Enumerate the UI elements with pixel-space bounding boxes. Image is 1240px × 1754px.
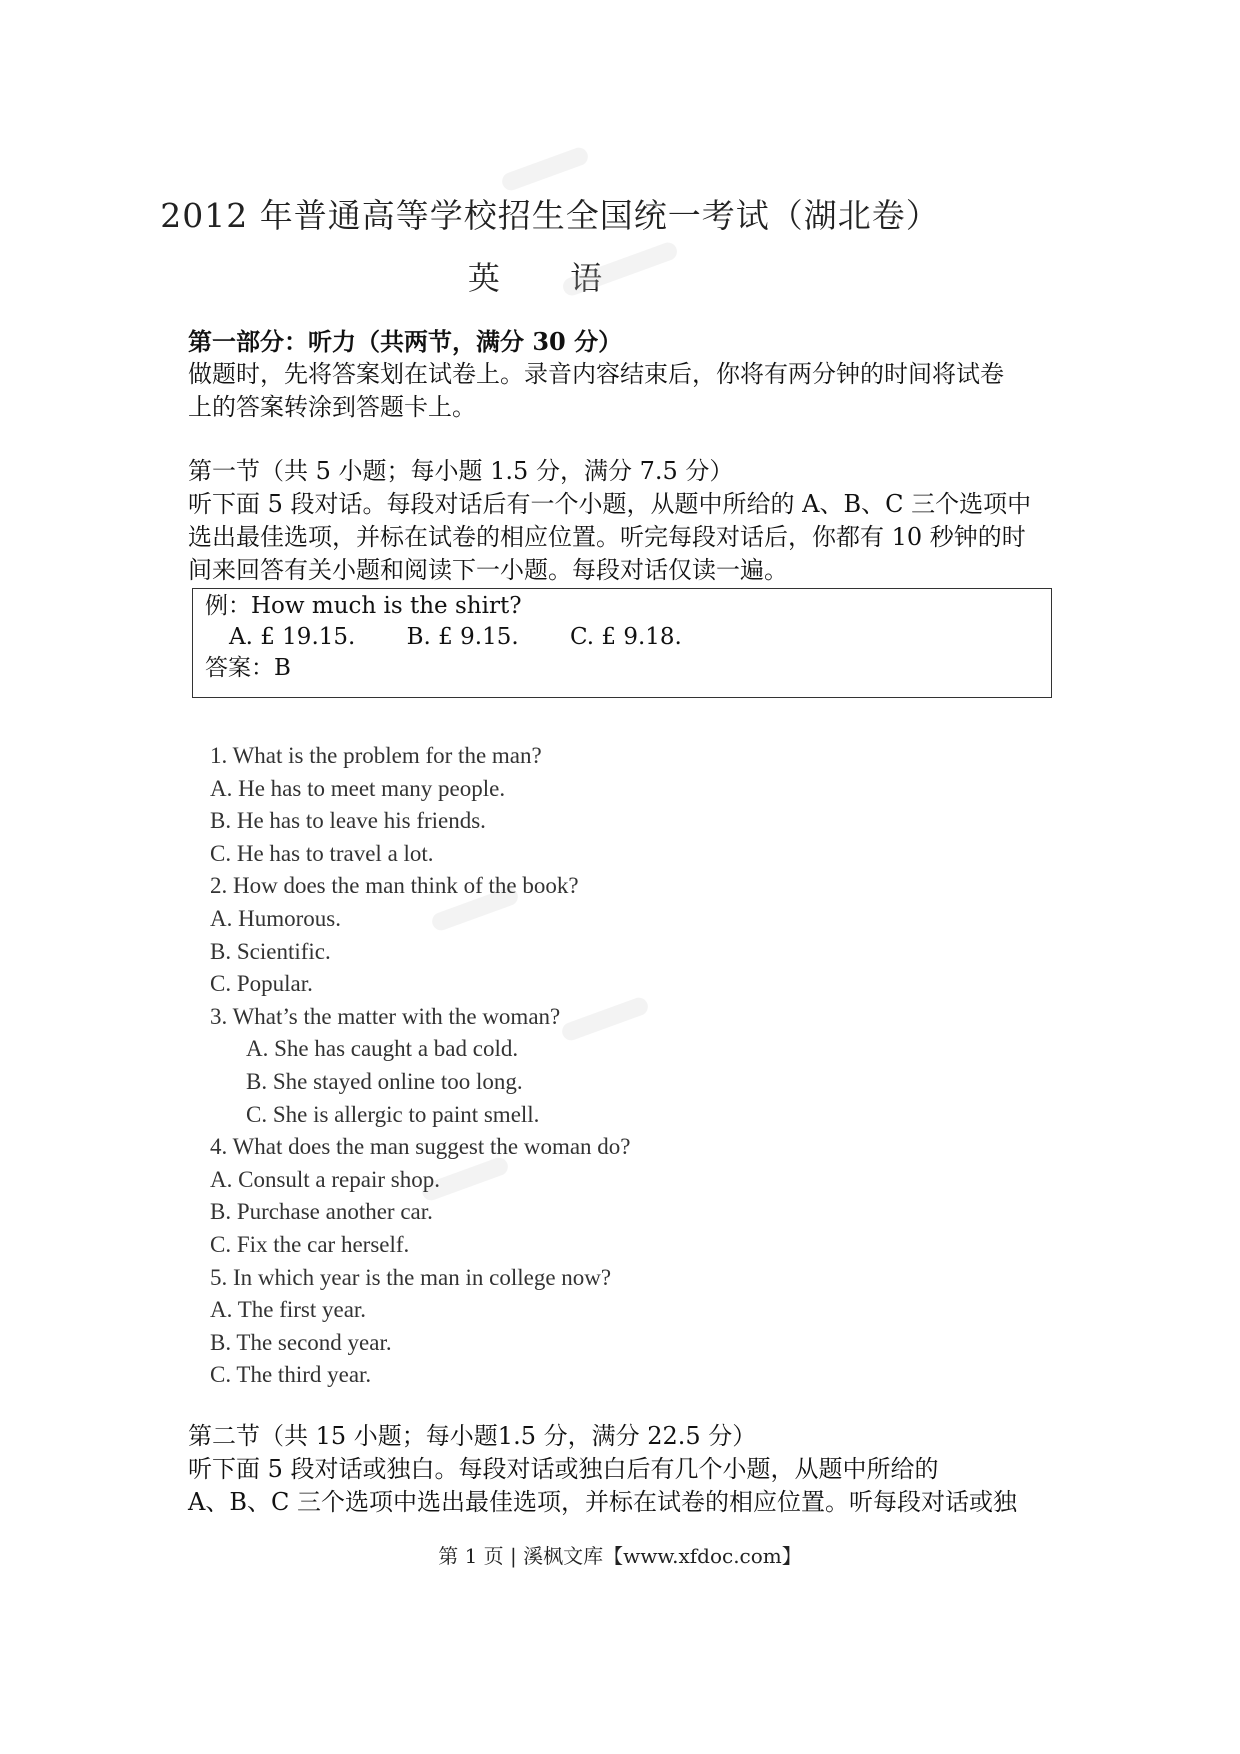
watermark-logo (500, 145, 591, 193)
question-option: A. The first year. (210, 1297, 367, 1323)
section2-line: A、B、C 三个选项中选出最佳选项，并标在试卷的相应位置。听每段对话或独 (188, 1488, 1017, 1516)
exam-title: 2012 年普通高等学校招生全国统一考试（湖北卷） (160, 196, 940, 235)
question-option: C. She is allergic to paint smell. (246, 1101, 540, 1127)
part1-instructions-line: 做题时，先将答案划在试卷上。录音内容结束后，你将有两分钟的时间将试卷 (188, 360, 1004, 388)
question-option: C. Popular. (210, 971, 313, 997)
section1-line: 间来回答有关小题和阅读下一小题。每段对话仅读一遍。 (188, 556, 788, 584)
section1-line: 选出最佳选项，并标在试卷的相应位置。听完每段对话后，你都有 10 秒钟的时 (188, 523, 1026, 551)
exam-subject: 英 语 (467, 259, 633, 297)
part1-instructions-line: 上的答案转涂到答题卡上。 (188, 393, 476, 421)
question-option: B. She stayed online too long. (246, 1068, 523, 1094)
question-option: C. He has to travel a lot. (210, 840, 434, 866)
question-list (210, 740, 1010, 1392)
section1-heading: 第一节（共 5 小题；每小题 1.5 分，满分 7.5 分） (188, 457, 734, 485)
section2-line: 听下面 5 段对话或独白。每段对话或独白后有几个小题，从题中所给的 (188, 1455, 939, 1483)
question-option: A. Consult a repair shop. (210, 1166, 440, 1192)
question-option: A. He has to meet many people. (210, 775, 506, 801)
question-option: A. She has caught a bad cold. (246, 1036, 519, 1062)
question-option: B. The second year. (210, 1329, 392, 1355)
example-option: A. £ 19.15. (229, 624, 356, 650)
question-stem: 5. In which year is the man in college now? (210, 1264, 612, 1290)
section2 (188, 1420, 1058, 1519)
example-option: B. £ 9.15. (406, 624, 519, 650)
section2-heading: 第二节（共 15 小题；每小题1.5 分，满分 22.5 分） (188, 1422, 757, 1450)
page-footer: 第 1 页 | 溪枫文库【www.xfdoc.com】 (438, 1544, 802, 1568)
question-stem: 2. How does the man think of the book? (210, 873, 579, 899)
part1-heading: 第一部分：听力（共两节，满分 30 分） (188, 327, 623, 356)
section1-line: 听下面 5 段对话。每段对话后有一个小题，从题中所给的 A、B、C 三个选项中 (188, 490, 1032, 518)
example-option: C. £ 9.18. (569, 624, 682, 650)
question-option: B. Scientific. (210, 938, 331, 964)
section1 (188, 455, 1058, 587)
example-answer: 答案：B (205, 655, 291, 681)
example-box (192, 588, 1052, 698)
question-stem: 4. What does the man suggest the woman do? (210, 1134, 631, 1160)
question-option: B. Purchase another car. (210, 1199, 433, 1225)
question-option: B. He has to leave his friends. (210, 808, 486, 834)
question-option: C. Fix the car herself. (210, 1231, 410, 1257)
question-stem: 3. What’s the matter with the woman? (210, 1003, 561, 1029)
example-question: 例：How much is the shirt? (205, 593, 522, 619)
question-option: A. Humorous. (210, 905, 341, 931)
part1 (188, 325, 1058, 424)
example-options (205, 622, 1039, 653)
question-option: C. The third year. (210, 1362, 372, 1388)
question-stem: 1. What is the problem for the man? (210, 743, 542, 768)
